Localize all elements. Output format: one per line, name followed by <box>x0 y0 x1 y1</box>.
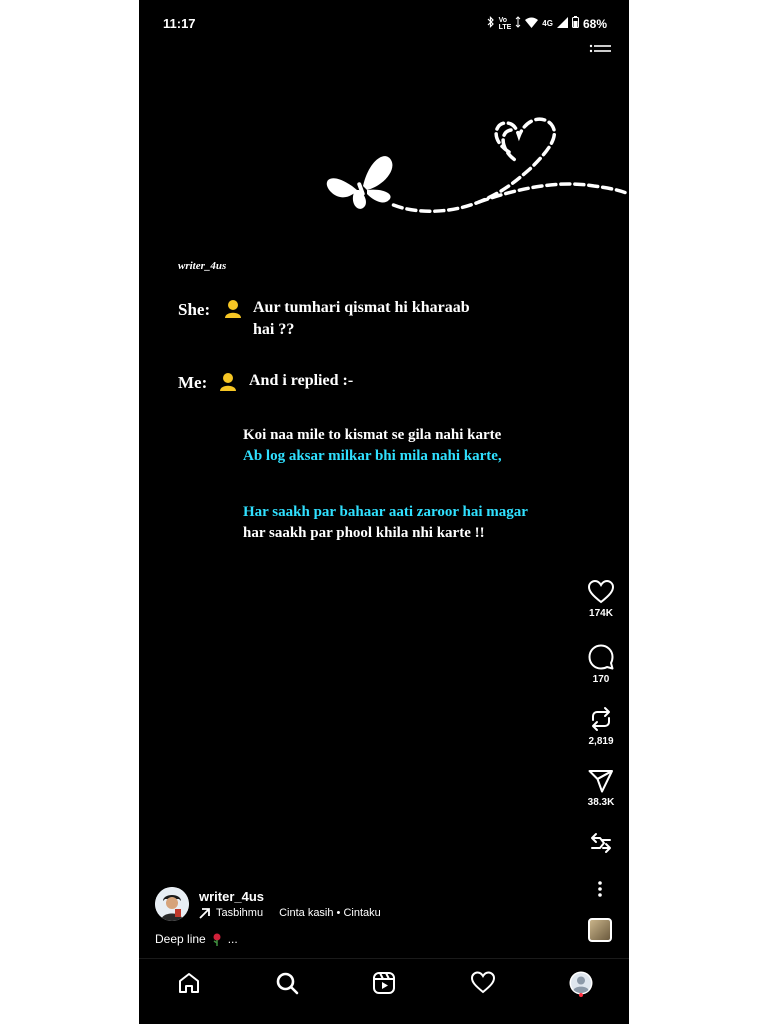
comment-count: 170 <box>592 674 610 685</box>
poem-line-1: Koi naa mile to kismat se gila nahi karte <box>243 427 502 443</box>
status-time: 11:17 <box>163 16 196 31</box>
me-line: And i replied :- <box>249 372 354 389</box>
watermark: writer_4us <box>178 260 227 272</box>
share-button[interactable] <box>579 769 623 808</box>
home-icon[interactable] <box>177 971 201 995</box>
repost-icon <box>588 706 614 732</box>
like-count: 174K <box>589 608 613 619</box>
notification-dot <box>579 993 583 997</box>
repost-button[interactable] <box>579 706 623 747</box>
poem-line-3: Har saakh par bahaar aati zaroor hai magar <box>243 504 528 520</box>
she-label: She: <box>178 300 211 319</box>
person-icon <box>218 371 238 391</box>
post-content <box>139 0 629 1024</box>
author-username[interactable]: writer_4us <box>199 889 265 904</box>
reels-icon[interactable] <box>372 971 396 995</box>
share-count: 38.3K <box>587 797 615 808</box>
heart-icon[interactable] <box>471 971 495 995</box>
poem-line-2: Ab log aksar milkar bhi mila nahi karte, <box>243 448 502 464</box>
poem-line-4: har saakh par phool khila nhi karte !! <box>243 525 485 541</box>
more-vertical-icon[interactable] <box>595 880 605 898</box>
caption[interactable] <box>155 932 238 946</box>
comment-icon <box>588 644 614 670</box>
avatar-image <box>155 887 189 921</box>
send-icon <box>588 769 614 793</box>
me-label: Me: <box>178 373 208 392</box>
audio-thumbnail[interactable] <box>588 918 612 942</box>
comment-button[interactable] <box>579 644 623 685</box>
profile-icon[interactable] <box>569 971 593 995</box>
she-line-2: hai ?? <box>253 321 295 338</box>
audio-title: Cinta kasih • Cintaku <box>279 907 381 919</box>
arrow-up-right-icon <box>199 908 210 919</box>
network-type: 4G <box>542 19 553 28</box>
like-button[interactable] <box>579 580 623 619</box>
battery-percent: 68% <box>582 16 607 31</box>
avatar[interactable] <box>155 887 189 921</box>
heart-outline-icon <box>588 580 614 604</box>
remix-button[interactable] <box>579 830 623 856</box>
audio-info[interactable] <box>199 907 381 919</box>
repost-count: 2,819 <box>588 736 614 747</box>
caption-text: Deep line <box>155 932 206 946</box>
caption-more: ... <box>227 932 238 946</box>
reel-screen <box>139 0 629 1024</box>
audio-artist: Tasbihmu <box>216 907 264 919</box>
person-icon <box>223 298 243 318</box>
volte-indicator: Vo LTE <box>498 16 512 31</box>
search-icon[interactable] <box>275 971 299 995</box>
she-line-1: Aur tumhari qismat hi kharaab <box>253 299 470 316</box>
bottom-nav <box>139 958 629 1024</box>
remix-icon <box>588 830 614 856</box>
rose-icon <box>210 932 224 946</box>
